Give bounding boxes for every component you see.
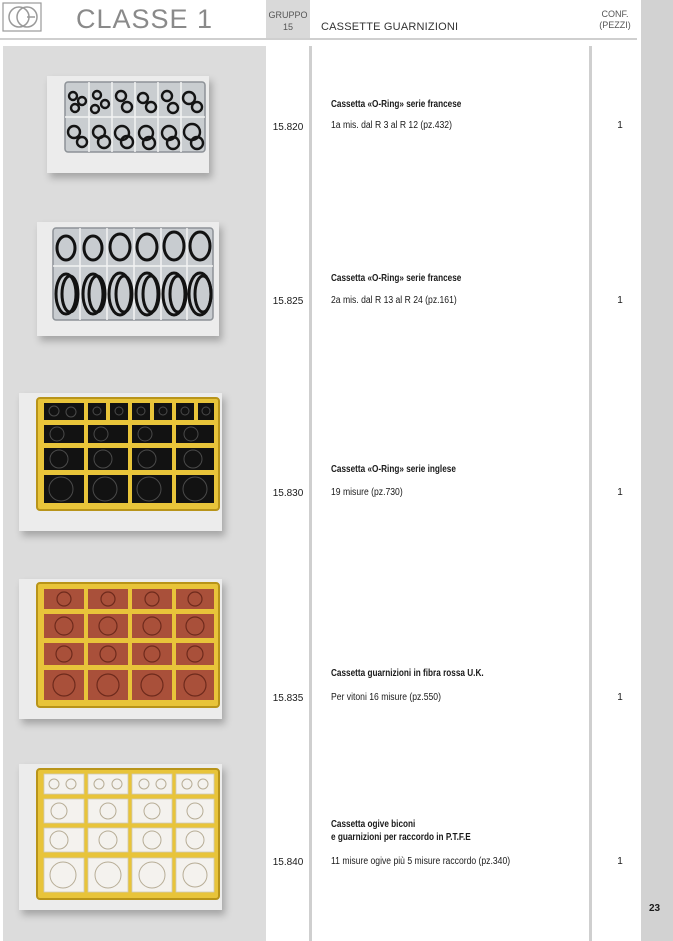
product-quantity: 1 xyxy=(617,120,623,131)
page-header xyxy=(0,0,637,40)
product-quantity: 1 xyxy=(617,295,623,306)
section-title: CASSETTE GUARNIZIONI xyxy=(321,21,459,33)
product-description: 11 misure ogive più 5 misure raccordo (pz.340) xyxy=(331,856,511,867)
product-title: Cassetta «O-Ring» serie francese xyxy=(331,273,462,284)
product-description: 2a mis. dal R 13 al R 24 (pz.161) xyxy=(331,295,457,306)
product-photo-15820 xyxy=(47,76,209,173)
product-photo-15840 xyxy=(19,764,222,910)
product-photo-15830 xyxy=(19,393,222,531)
product-title: Cassetta guarnizioni in fibra rossa U.K. xyxy=(331,668,484,679)
conf-header xyxy=(593,9,637,31)
product-code: 15.840 xyxy=(272,857,304,868)
page-margin-strip xyxy=(641,0,673,941)
gruppo-label: GRUPPO xyxy=(268,10,308,20)
product-title: Cassetta ogive biconi xyxy=(331,819,416,830)
product-title: Cassetta «O-Ring» serie francese xyxy=(331,99,462,110)
page-number: 23 xyxy=(649,903,661,914)
product-quantity: 1 xyxy=(617,487,623,498)
pezzi-label: (PEZZI) xyxy=(599,20,631,30)
product-code: 15.830 xyxy=(272,488,304,499)
product-description: 1a mis. dal R 3 al R 12 (pz.432) xyxy=(331,120,452,131)
product-quantity: 1 xyxy=(617,692,623,703)
column-divider xyxy=(589,46,592,941)
product-photo-15825 xyxy=(37,222,219,336)
product-photo-15835 xyxy=(19,579,222,719)
product-quantity: 1 xyxy=(617,856,623,867)
gruppo-number: 15 xyxy=(282,22,293,32)
product-title-line2: e guarnizioni per raccordo in P.T.F.E xyxy=(331,832,471,843)
column-divider xyxy=(309,46,312,941)
product-title: Cassetta «O-Ring» serie inglese xyxy=(331,464,456,475)
classe-title: CLASSE 1 xyxy=(76,4,214,34)
gruppo-box xyxy=(266,0,310,39)
conf-label: CONF. xyxy=(601,9,629,19)
product-code: 15.820 xyxy=(272,122,304,133)
product-code: 15.835 xyxy=(272,693,304,704)
product-description: Per vitoni 16 misure (pz.550) xyxy=(331,692,441,703)
company-logo-icon xyxy=(2,2,42,32)
product-description: 19 misure (pz.730) xyxy=(331,487,403,498)
product-code: 15.825 xyxy=(272,296,304,307)
header-rule xyxy=(0,38,637,40)
